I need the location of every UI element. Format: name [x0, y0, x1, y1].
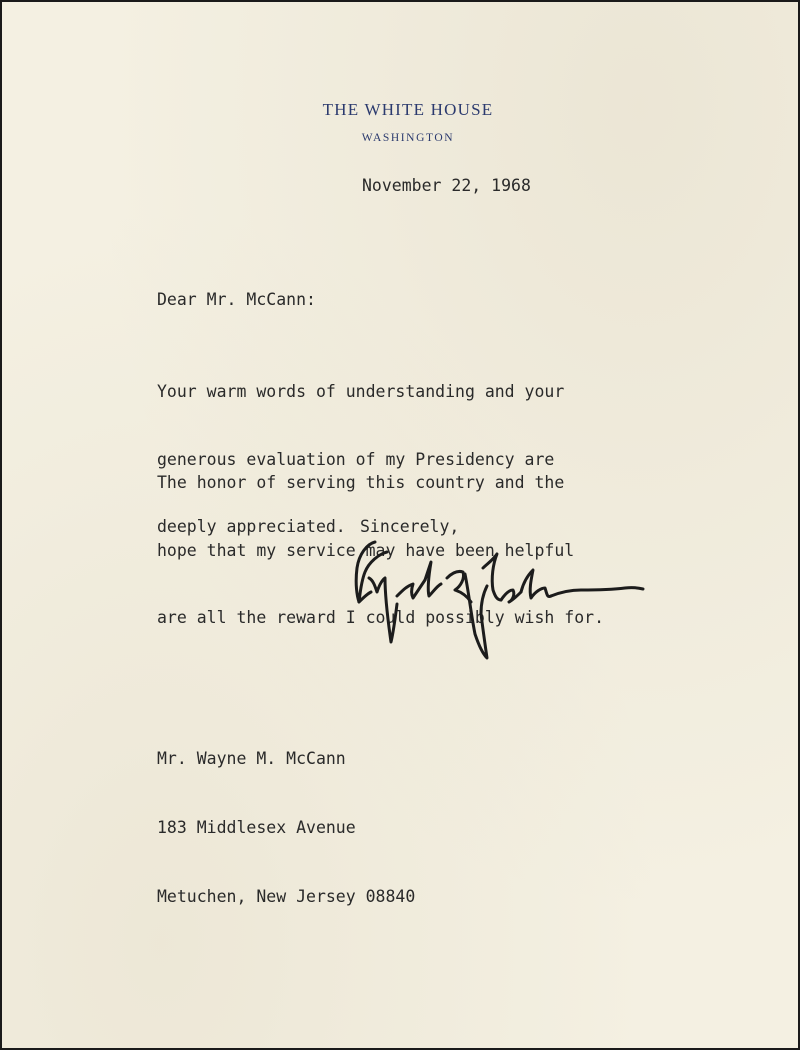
body-line: generous evaluation of my Presidency are	[157, 449, 555, 469]
closing: Sincerely,	[360, 517, 460, 536]
recipient-address	[157, 701, 415, 954]
letter-sheet	[2, 2, 798, 1048]
body-line: hope that my service may have been helpful	[157, 540, 575, 560]
recipient-street: 183 Middlesex Avenue	[157, 818, 356, 837]
body-line: are all the reward I could possibly wish for.	[157, 608, 605, 627]
letter-date: November 22, 1968	[362, 176, 531, 195]
salutation: Dear Mr. McCann:	[157, 290, 316, 309]
recipient-city: Metuchen, New Jersey 08840	[157, 887, 416, 906]
body-line: The honor of serving this country and the	[157, 473, 565, 492]
signature-icon	[347, 534, 647, 664]
body-line: deeply appreciated.	[157, 517, 346, 536]
body-line: Your warm words of understanding and your	[157, 382, 565, 401]
letterhead-subtitle: WASHINGTON	[361, 132, 455, 144]
letterhead-title: THE WHITE HOUSE	[322, 100, 494, 119]
recipient-name: Mr. Wayne M. McCann	[157, 749, 346, 768]
